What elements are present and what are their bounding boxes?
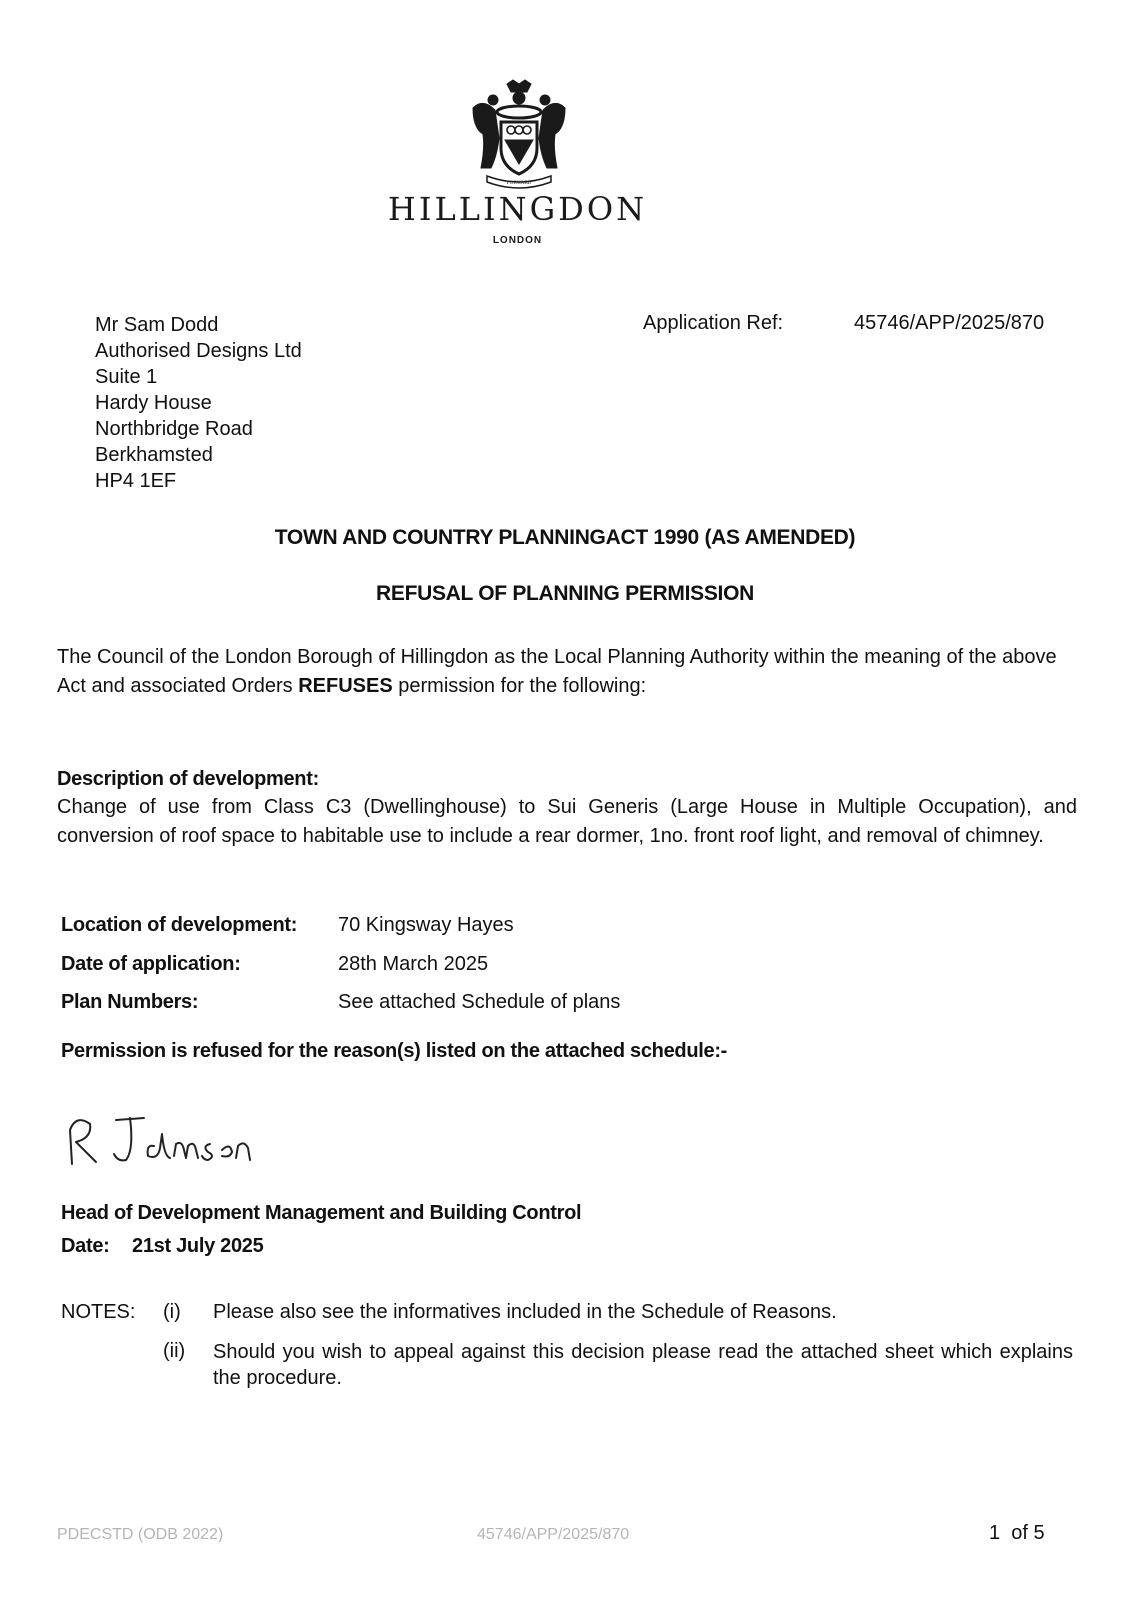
address-line: Suite 1: [95, 366, 158, 388]
application-date-value: 28th March 2025: [338, 953, 489, 975]
application-date-label: Date of application:: [61, 953, 241, 975]
page-total: of 5: [1011, 1522, 1045, 1544]
decision-date-label: Date:: [61, 1235, 110, 1257]
plan-numbers-label: Plan Numbers:: [61, 991, 199, 1013]
decision-date-value: 21st July 2025: [132, 1235, 264, 1257]
intro-paragraph: [57, 643, 1077, 701]
act-heading: TOWN AND COUNTRY PLANNINGACT 1990 (AS AMENDED): [274, 526, 856, 549]
crest-graphic: [467, 78, 571, 194]
notes-label: NOTES:: [61, 1301, 136, 1323]
address-line: Northbridge Road: [95, 418, 253, 440]
application-ref-label: Application Ref:: [643, 312, 784, 334]
signature-graphic: [58, 1100, 263, 1188]
description-text: Change of use from Class C3 (Dwellinghouse) to Sui Generis (Large House in Multiple Occupation), and conversion of roof space to habitable use to include a rear dormer, 1no. front roof light, and removal of chimney.: [57, 796, 1077, 847]
page-number: 1: [989, 1522, 1001, 1544]
note-number: (i): [163, 1301, 181, 1323]
address-line: Authorised Designs Ltd: [95, 340, 302, 362]
intro-text-end: permission for the following:: [392, 675, 647, 697]
intro-text-start: The Council of the London Borough of Hillingdon as the Local Planning Authority within the meaning of the above Act and associated Orders: [57, 646, 1057, 697]
description-label: Description of development:: [57, 768, 319, 790]
application-ref-value: 45746/APP/2025/870: [854, 312, 1045, 334]
recipient-address: [95, 312, 302, 494]
council-wordmark-subtitle: LONDON: [492, 235, 543, 246]
address-line: Hardy House: [95, 392, 212, 414]
address-line: Berkhamsted: [95, 444, 213, 466]
refuses-emphasis: REFUSES: [298, 675, 393, 697]
footer-form-code: PDECSTD (ODB 2022): [57, 1526, 224, 1543]
location-label: Location of development:: [61, 914, 298, 936]
note-text: Please also see the informatives included in the Schedule of Reasons.: [213, 1301, 837, 1323]
council-wordmark: HILLINGDON: [387, 190, 648, 228]
note-number: (ii): [163, 1340, 186, 1362]
address-line: HP4 1EF: [95, 470, 177, 492]
plan-numbers-value: See attached Schedule of plans: [338, 991, 621, 1013]
note-text: Should you wish to appeal against this decision please read the attached sheet which explains the procedure.: [213, 1341, 1073, 1389]
decision-heading: REFUSAL OF PLANNING PERMISSION: [376, 582, 754, 605]
signatory-title: Head of Development Management and Building Control: [61, 1202, 582, 1224]
footer-reference: 45746/APP/2025/870: [477, 1526, 630, 1543]
crest-motto: FORWARD: [506, 181, 532, 186]
address-line: Mr Sam Dodd: [95, 314, 219, 336]
page-indicator: [989, 1522, 1045, 1545]
hillingdon-crest-logo: [467, 78, 571, 194]
refusal-statement: Permission is refused for the reason(s) listed on the attached schedule:-: [61, 1040, 728, 1062]
signature-image: [58, 1100, 263, 1188]
location-value: 70 Kingsway Hayes: [338, 914, 514, 936]
